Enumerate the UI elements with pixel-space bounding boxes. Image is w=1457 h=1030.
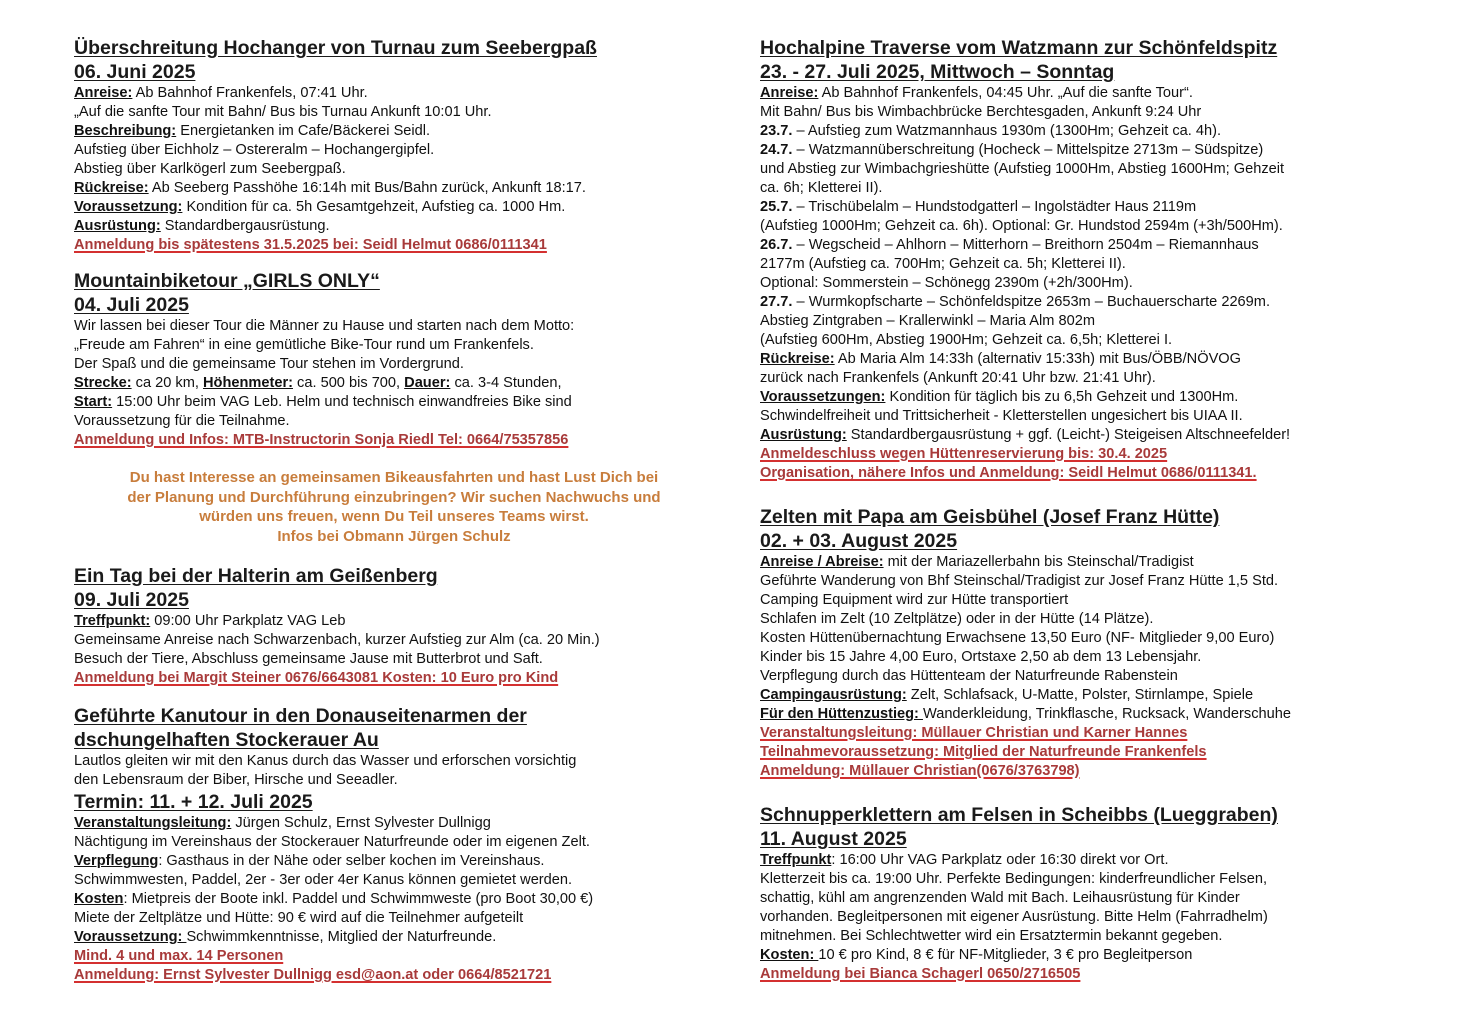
field-value: : Gasthaus in der Nähe oder selber kochen im Vereinshaus.: [158, 853, 545, 869]
event-line: Camping Equipment wird zur Hütte transportiert: [760, 592, 1069, 608]
field-label: Beschreibung:: [74, 123, 177, 139]
day-label: 24.7.: [760, 142, 793, 158]
field-value: Kondition für täglich bis zu 6,5h Gehzeit und 1300Hm.: [885, 389, 1239, 405]
day-label: 26.7.: [760, 237, 793, 253]
event-line: Abstieg über Karlkögerl zum Seebergpaß.: [74, 161, 346, 177]
field-value: – Watzmannüberschreitung (Hocheck – Mittelspitze 2713m – Südspitze): [792, 142, 1264, 158]
event-line: [760, 946, 1410, 965]
promo-box: [74, 468, 714, 546]
event-line: [760, 122, 1410, 141]
registration-link[interactable]: Anmeldung bei Bianca Schagerl 0650/2716505: [760, 966, 1081, 982]
event-line: schattig, kühl am angrenzenden Wald mit Bach. Leihausrüstung für Kinder: [760, 890, 1240, 906]
day-label: 25.7.: [760, 199, 793, 215]
event-hochanger: [74, 36, 714, 255]
event-line: mitnehmen. Bei Schlechtwetter wird ein Ersatztermin bekannt gegeben.: [760, 928, 1223, 944]
event-halterin: [74, 564, 714, 688]
event-line: [74, 122, 714, 141]
event-line: [760, 236, 1410, 255]
event-date: 09. Juli 2025: [74, 589, 189, 611]
event-watzmann-traverse: [760, 36, 1410, 483]
event-line: Optional: Sommerstein – Schönegg 2390m (+2h/300Hm).: [760, 275, 1133, 291]
field-value: Wanderkleidung, Trinkflasche, Rucksack, Wanderschuhe: [922, 706, 1291, 722]
event-line: [74, 179, 714, 198]
event-line: Kosten Hüttenübernachtung Erwachsene 13,50 Euro (NF- Mitglieder 9,00 Euro): [760, 630, 1275, 646]
participants-note: Mind. 4 und max. 14 Personen: [74, 948, 284, 964]
event-line: Verpflegung durch das Hüttenteam der Naturfreunde Rabenstein: [760, 668, 1178, 684]
event-line: Abstieg Zintgraben – Krallerwinkl – Maria Alm 802m: [760, 313, 1095, 329]
field-value: : Mietpreis der Boote inkl. Paddel und Schwimmweste (pro Boot 30,00 €): [123, 891, 594, 907]
field-value: Kondition für ca. 5h Gesamtgehzeit, Aufstieg ca. 1000 Hm.: [182, 199, 566, 215]
event-line: [74, 374, 714, 393]
event-title: Hochalpine Traverse vom Watzmann zur Schönfeldspitz: [760, 37, 1278, 59]
event-line: Lautlos gleiten wir mit den Kanus durch das Wasser und erforschen vorsichtig: [74, 753, 577, 769]
event-line: den Lebensraum der Biber, Hirsche und Seeadler.: [74, 772, 398, 788]
event-line: [74, 852, 714, 871]
field-label: Für den Hüttenzustieg:: [760, 706, 923, 722]
field-value: 09:00 Uhr Parkplatz VAG Leb: [150, 613, 346, 629]
event-line: Besuch der Tiere, Abschluss gemeinsame Jause mit Butterbrot und Saft.: [74, 651, 543, 667]
event-line: Nächtigung im Vereinshaus der Stockerauer Naturfreunde oder im eigenen Zelt.: [74, 834, 590, 850]
requirement-note: Teilnahmevoraussetzung: Mitglied der Naturfreunde Frankenfels: [760, 744, 1207, 760]
event-title: Überschreitung Hochanger von Turnau zum Seebergpaß: [74, 37, 597, 59]
field-value: – Trischübelalm – Hundstodgatterl – Ingolstädter Haus 2119m: [792, 199, 1197, 215]
event-title: Mountainbiketour „GIRLS ONLY“: [74, 270, 380, 292]
event-line: [760, 84, 1410, 103]
event-line: und Abstieg zur Wimbachgrieshütte (Aufstieg 1000Hm, Abstieg 1600Hm; Gehzeit: [760, 161, 1285, 177]
event-zelten-mit-papa: [760, 505, 1410, 781]
event-title: Schnupperklettern am Felsen in Scheibbs (Lueggraben): [760, 804, 1278, 826]
event-line: Schlafen im Zelt (10 Zeltplätze) oder in der Hütte (14 Plätze).: [760, 611, 1154, 627]
event-line: Miete der Zeltplätze und Hütte: 90 € wird auf die Teilnehmer aufgeteilt: [74, 910, 524, 926]
field-value: Ab Bahnhof Frankenfels, 07:41 Uhr.: [132, 85, 368, 101]
event-kanutour: [74, 704, 714, 985]
field-value: – Wurmkopfscharte – Schönfeldspitze 2653m – Buchauerscharte 2269m.: [792, 294, 1271, 310]
field-value: Energietanken im Cafe/Bäckerei Seidl.: [176, 123, 431, 139]
field-label: Höhenmeter:: [202, 375, 293, 391]
field-value: mit der Mariazellerbahn bis Steinschal/Tradigist: [883, 554, 1194, 570]
field-label: Ausrüstung:: [74, 218, 161, 234]
event-line: zurück nach Frankenfels (Ankunft 20:41 Uhr bzw. 21:41 Uhr).: [760, 370, 1156, 386]
event-line: (Aufstieg 1000Hm; Gehzeit ca. 6h). Optional: Gr. Hundstod 2594m (+3h/500Hm).: [760, 218, 1283, 234]
field-value: ca 20 km,: [131, 375, 203, 391]
field-label: Voraussetzung:: [74, 199, 183, 215]
event-title: Geführte Kanutour in den Donauseitenarmen der: [74, 705, 527, 727]
event-line: vorhanden. Begleitpersonen mit eigener Ausrüstung. Bitte Helm (Fahrradhelm): [760, 909, 1268, 925]
event-line: [760, 293, 1410, 312]
event-line: Schwindelfreiheit und Trittsicherheit - Kletterstellen ungesichert bis UIAA II.: [760, 408, 1243, 424]
event-date: 02. + 03. August 2025: [760, 530, 958, 552]
event-line: [760, 141, 1410, 160]
event-line: Mit Bahn/ Bus bis Wimbachbrücke Berchtesgaden, Ankunft 9:24 Uhr: [760, 104, 1202, 120]
event-schnupperklettern: [760, 803, 1410, 984]
event-line: [74, 890, 714, 909]
event-line: [74, 217, 714, 236]
event-line: [74, 84, 714, 103]
field-value: Ab Maria Alm 14:33h (alternativ 15:33h) mit Bus/ÖBB/NÖVOG: [834, 351, 1242, 367]
right-column: [760, 36, 1410, 984]
field-value: Ab Bahnhof Frankenfels, 04:45 Uhr. „Auf die sanfte Tour“.: [818, 85, 1193, 101]
event-line: Kinder bis 15 Jahre 4,00 Euro, Ortstaxe 2,50 ab dem 13 Lebensjahr.: [760, 649, 1202, 665]
event-line: [74, 612, 714, 631]
field-value: – Aufstieg zum Watzmannhaus 1930m (1300Hm; Gehzeit ca. 4h).: [792, 123, 1222, 139]
field-label: Start:: [74, 394, 113, 410]
field-label: Rückreise:: [760, 351, 835, 367]
event-date: 06. Juni 2025: [74, 61, 196, 83]
field-value: ca. 500 bis 700,: [293, 375, 405, 391]
day-label: 23.7.: [760, 123, 793, 139]
event-line: [760, 851, 1410, 870]
field-label: Anreise:: [760, 85, 819, 101]
event-line: [74, 928, 714, 947]
field-label: Rückreise:: [74, 180, 149, 196]
field-value: 10 € pro Kind, 8 € für NF-Mitglieder, 3 € pro Begleitperson: [818, 947, 1193, 963]
field-label: Anreise / Abreise:: [760, 554, 884, 570]
event-line: [760, 553, 1410, 572]
event-line: Schwimmwesten, Paddel, 2er - 3er oder 4er Kanus können gemietet werden.: [74, 872, 573, 888]
event-line: Aufstieg über Eichholz – Ostereralm – Hochangergipfel.: [74, 142, 435, 158]
field-label: Treffpunkt: [760, 852, 832, 868]
promo-line: würden uns freuen, wenn Du Teil unseres Teams wirst.: [199, 508, 589, 525]
event-line: (Aufstieg 600Hm, Abstieg 1900Hm; Gehzeit ca. 6,5h; Kletterei I.: [760, 332, 1173, 348]
event-line: „Freude am Fahren“ in eine gemütliche Bike-Tour rund um Frankenfels.: [74, 337, 534, 353]
field-value: Jürgen Schulz, Ernst Sylvester Dullnigg: [231, 815, 491, 831]
event-line: Kletterzeit bis ca. 19:00 Uhr. Perfekte Bedingungen: kinderfreundlicher Felsen,: [760, 871, 1268, 887]
field-value: Standardbergausrüstung.: [160, 218, 330, 234]
registration-link[interactable]: Anmeldung: Ernst Sylvester Dullnigg esd@aon.at oder 0664/8521721: [74, 967, 552, 983]
event-line: Geführte Wanderung von Bhf Steinschal/Tradigist zur Josef Franz Hütte 1,5 Std.: [760, 573, 1279, 589]
field-value: Ab Seeberg Passhöhe 16:14h mit Bus/Bahn zurück, Ankunft 18:17.: [148, 180, 586, 196]
registration-link[interactable]: Organisation, nähere Infos und Anmeldung: Seidl Helmut 0686/0111341.: [760, 465, 1257, 481]
field-value: : 16:00 Uhr VAG Parkplatz oder 16:30 direkt vor Ort.: [831, 852, 1169, 868]
event-date: 11. August 2025: [760, 828, 907, 850]
field-label: Ausrüstung:: [760, 427, 847, 443]
event-line: [760, 686, 1410, 705]
event-line: Gemeinsame Anreise nach Schwarzenbach, kurzer Aufstieg zur Alm (ca. 20 Min.): [74, 632, 600, 648]
event-line: ca. 6h; Kletterei II).: [760, 180, 883, 196]
event-line: [760, 705, 1410, 724]
field-label: Strecke:: [74, 375, 132, 391]
field-label: Kosten:: [760, 947, 819, 963]
event-line: Wir lassen bei dieser Tour die Männer zu Hause und starten nach dem Motto:: [74, 318, 575, 334]
event-line: [74, 198, 714, 217]
field-value: Schwimmkenntnisse, Mitglied der Naturfreunde.: [186, 929, 497, 945]
field-label: Voraussetzungen:: [760, 389, 886, 405]
registration-link[interactable]: Anmeldung bis spätestens 31.5.2025 bei: Seidl Helmut 0686/0111341: [74, 237, 547, 253]
left-column: [74, 36, 714, 985]
event-date: 23. - 27. Juli 2025, Mittwoch – Sonntag: [760, 61, 1115, 83]
event-date: Termin: 11. + 12. Juli 2025: [74, 791, 313, 813]
event-line: [760, 426, 1410, 445]
event-line: Voraussetzung für die Teilnahme.: [74, 413, 290, 429]
event-line: Der Spaß und die gemeinsame Tour stehen im Vordergrund.: [74, 356, 464, 372]
field-label: Dauer:: [404, 375, 451, 391]
field-label: Voraussetzung:: [74, 929, 187, 945]
event-title: Ein Tag bei der Halterin am Geißenberg: [74, 565, 438, 587]
event-line: [74, 814, 714, 833]
organizer-note: Veranstaltungsleitung: Müllauer Christian und Karner Hannes: [760, 725, 1188, 741]
field-label: Treffpunkt:: [74, 613, 151, 629]
field-label: Campingausrüstung:: [760, 687, 907, 703]
day-label: 27.7.: [760, 294, 793, 310]
field-value: Zelt, Schlafsack, U-Matte, Polster, Stirnlampe, Spiele: [906, 687, 1254, 703]
event-line: [760, 198, 1410, 217]
field-value: 15:00 Uhr beim VAG Leb. Helm und technisch einwandfreies Bike sind: [112, 394, 572, 410]
event-line: [74, 393, 714, 412]
registration-link[interactable]: Anmeldung: Müllauer Christian(0676/3763798): [760, 763, 1080, 779]
event-title: Zelten mit Papa am Geisbühel (Josef Franz Hütte): [760, 506, 1220, 528]
promo-line: der Planung und Durchführung einzubringen? Wir suchen Nachwuchs und: [127, 488, 661, 506]
field-value: Standardbergausrüstung + ggf. (Leicht-) Steigeisen Altschneefelder!: [846, 427, 1291, 443]
event-mtb-girls-only: [74, 269, 714, 450]
field-label: Verpflegung: [74, 853, 159, 869]
event-line: 2177m (Aufstieg ca. 700Hm; Gehzeit ca. 5h; Kletterei II).: [760, 256, 1126, 272]
deadline-note: Anmeldeschluss wegen Hüttenreservierung bis: 30.4. 2025: [760, 446, 1168, 462]
promo-line: Infos bei Obmann Jürgen Schulz: [277, 527, 511, 545]
event-title: dschungelhaften Stockerauer Au: [74, 729, 379, 751]
field-label: Anreise:: [74, 85, 133, 101]
registration-link[interactable]: Anmeldung bei Margit Steiner 0676/6643081 Kosten: 10 Euro pro Kind: [74, 670, 559, 686]
event-line: [760, 388, 1410, 407]
field-label: Kosten: [74, 891, 124, 907]
event-line: „Auf die sanfte Tour mit Bahn/ Bus bis Turnau Ankunft 10:01 Uhr.: [74, 104, 492, 120]
field-value: – Wegscheid – Ahlhorn – Mitterhorn – Breithorn 2504m – Riemannhaus: [792, 237, 1259, 253]
field-label: Veranstaltungsleitung:: [74, 815, 232, 831]
promo-line: Du hast Interesse an gemeinsamen Bikeausfahrten und hast Lust Dich bei: [129, 469, 659, 486]
registration-link[interactable]: Anmeldung und Infos: MTB-Instructorin Sonja Riedl Tel: 0664/75357856: [74, 432, 569, 448]
field-value: ca. 3-4 Stunden,: [450, 375, 562, 391]
event-line: [760, 350, 1410, 369]
event-date: 04. Juli 2025: [74, 294, 189, 316]
